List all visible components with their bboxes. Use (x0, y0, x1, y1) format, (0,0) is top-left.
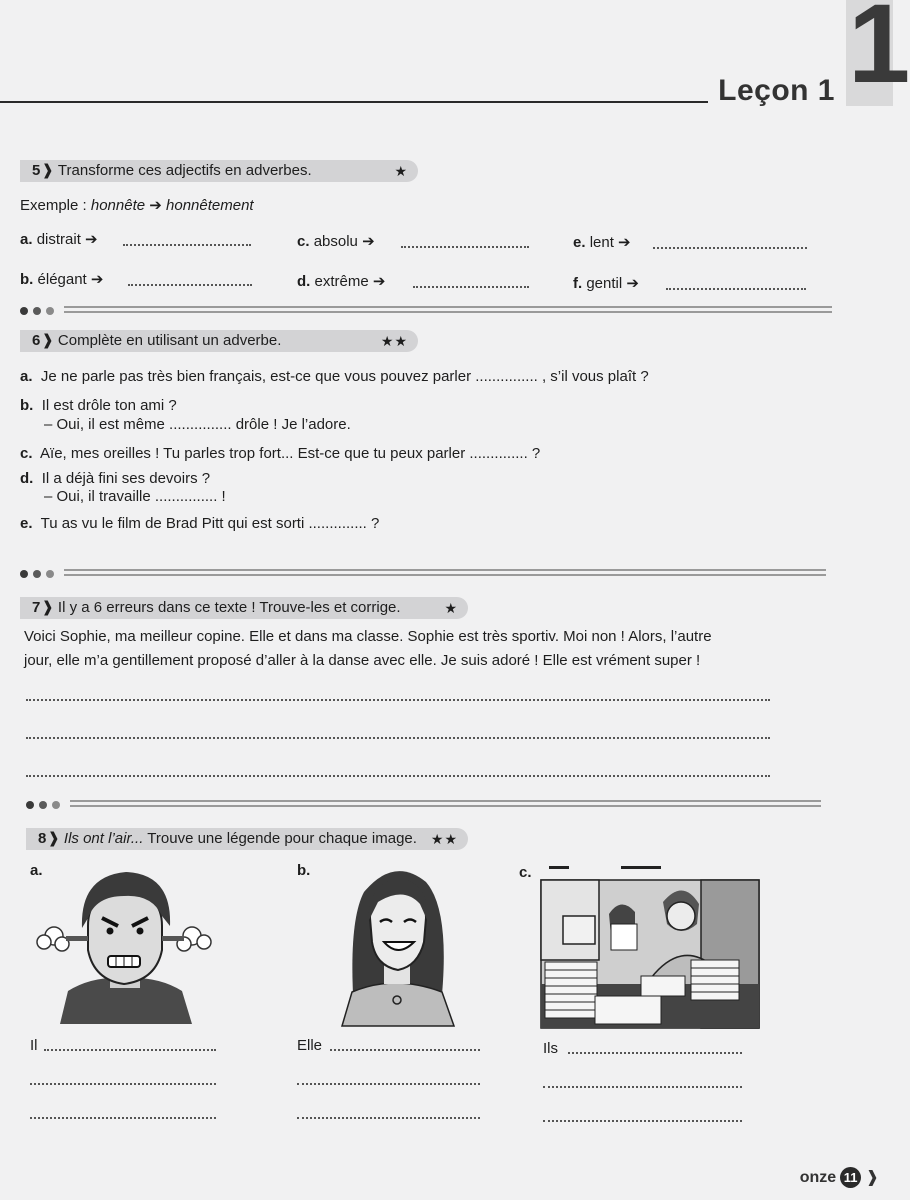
exercise-5-title-bar (20, 160, 418, 182)
ex5-item-f: f. gentil ➔ (573, 275, 639, 292)
ex5-item-b: b. élégant ➔ (20, 271, 104, 288)
exercise-6-title-bar (20, 330, 418, 352)
difficulty-stars: ★ (444, 600, 458, 616)
smiling-girl-illustration (334, 862, 460, 1026)
section-separator (26, 796, 821, 816)
ex6-item-c: c. Aïe, mes oreilles ! Tu parles trop fort... Est-ce que tu peux parler .............. ? (20, 445, 541, 462)
example-label: Exemple : (20, 197, 91, 214)
exercise-title: Transforme ces adjectifs en adverbes. (57, 162, 312, 179)
exercise-number: 8 (38, 830, 47, 847)
ex5-item-e: e. lent ➔ (573, 234, 631, 251)
ex5-item-a: a. distrait ➔ (20, 231, 98, 248)
exercise-number: 6 (32, 332, 41, 349)
answer-line[interactable] (26, 699, 770, 701)
answer-line[interactable] (30, 1083, 216, 1085)
section-separator (20, 565, 826, 585)
arrow-icon: ➔ (90, 271, 104, 288)
answer-line[interactable] (401, 246, 529, 248)
caption-subject-a: Il (30, 1037, 38, 1054)
exercise-number: 7 (32, 599, 41, 616)
exercise-number: 5 (32, 162, 41, 179)
ex6-item-d-q: d. Il a déjà fini ses devoirs ? (20, 470, 211, 487)
ex6-item-a: a. Je ne parle pas très bien français, est-ce que vous pouvez parler ............... , s’il vous plaît ? (20, 368, 649, 385)
caption-subject-b: Elle (297, 1037, 323, 1054)
chevron-icon: ❱ (865, 1168, 879, 1186)
image-label-b: b. (297, 862, 311, 879)
difficulty-stars: ★★ (380, 333, 408, 349)
arrow-icon: ➔ (85, 231, 98, 248)
answer-line[interactable] (666, 288, 806, 290)
example-adverb: honnêtement (166, 197, 254, 214)
answer-line[interactable] (30, 1117, 216, 1119)
chevron-icon: ❱ (41, 599, 54, 616)
chevron-icon: ❱ (47, 830, 60, 847)
answer-line[interactable] (413, 286, 529, 288)
exercise-8-title-bar (26, 828, 468, 850)
ex5-item-c: c. absolu ➔ (297, 233, 375, 250)
answer-line[interactable] (568, 1052, 742, 1054)
page-number-badge: 11 (840, 1167, 861, 1188)
answer-line[interactable] (123, 244, 251, 246)
answer-line[interactable] (44, 1049, 216, 1051)
answer-line[interactable] (330, 1049, 480, 1051)
exercise-title: Trouve une légende pour chaque image. (143, 830, 417, 847)
lesson-tab-number: 1 (848, 0, 910, 106)
caption-subject-c: Ils (543, 1040, 558, 1057)
example-adjective: honnête (90, 197, 146, 214)
page-number-word: onze (799, 1168, 837, 1186)
exercise-title: Complète en utilisant un adverbe. (57, 332, 282, 349)
ex6-item-e: e. Tu as vu le film de Brad Pitt qui est sorti .............. ? (20, 515, 380, 532)
arrow-icon: ➔ (626, 275, 639, 292)
busy-office-illustration (541, 866, 759, 1028)
ex6-item-b-a: – Oui, il est même ............... drôle ! Je l’adore. (44, 416, 351, 433)
answer-line[interactable] (128, 284, 252, 286)
image-label-c: c. (519, 864, 532, 881)
ex7-text-line-1: Voici Sophie, ma meilleur copine. Elle et dans ma classe. Sophie est très sportiv. Moi non ! Alors, l’autre (24, 628, 712, 645)
difficulty-stars: ★★ (430, 831, 458, 847)
difficulty-stars: ★ (394, 163, 408, 179)
answer-line[interactable] (26, 737, 770, 739)
section-separator (20, 302, 832, 322)
ex7-text-line-2: jour, elle m’a gentillement proposé d’aller à la danse avec elle. Je suis adoré ! Elle est vrément super ! (24, 652, 701, 669)
exercise-title: Il y a 6 erreurs dans ce texte ! Trouve-les et corrige. (57, 599, 401, 616)
header-rule (0, 101, 708, 103)
arrow-icon: ➔ (372, 273, 386, 290)
chevron-icon: ❱ (41, 332, 54, 349)
page-footer (800, 1167, 879, 1188)
lesson-title: Leçon 1 (718, 74, 835, 107)
arrow-icon: ➔ (149, 197, 162, 214)
exercise-7-title-bar (20, 597, 468, 619)
answer-line[interactable] (543, 1086, 742, 1088)
ex6-item-b-q: b. Il est drôle ton ami ? (20, 397, 177, 414)
arrow-icon: ➔ (618, 234, 631, 251)
answer-line[interactable] (26, 775, 770, 777)
image-label-a: a. (30, 862, 43, 879)
answer-line[interactable] (297, 1083, 480, 1085)
example-line (20, 197, 254, 215)
arrow-icon: ➔ (362, 233, 375, 250)
answer-line[interactable] (653, 247, 807, 249)
answer-line[interactable] (297, 1117, 480, 1119)
exercise-title-italic: Ils ont l’air... (63, 830, 144, 847)
chevron-icon: ❱ (41, 162, 54, 179)
angry-boy-illustration (32, 866, 217, 1024)
answer-line[interactable] (543, 1120, 742, 1122)
ex5-item-d: d. extrême ➔ (297, 273, 386, 290)
ex6-item-d-a: – Oui, il travaille ............... ! (44, 488, 226, 505)
